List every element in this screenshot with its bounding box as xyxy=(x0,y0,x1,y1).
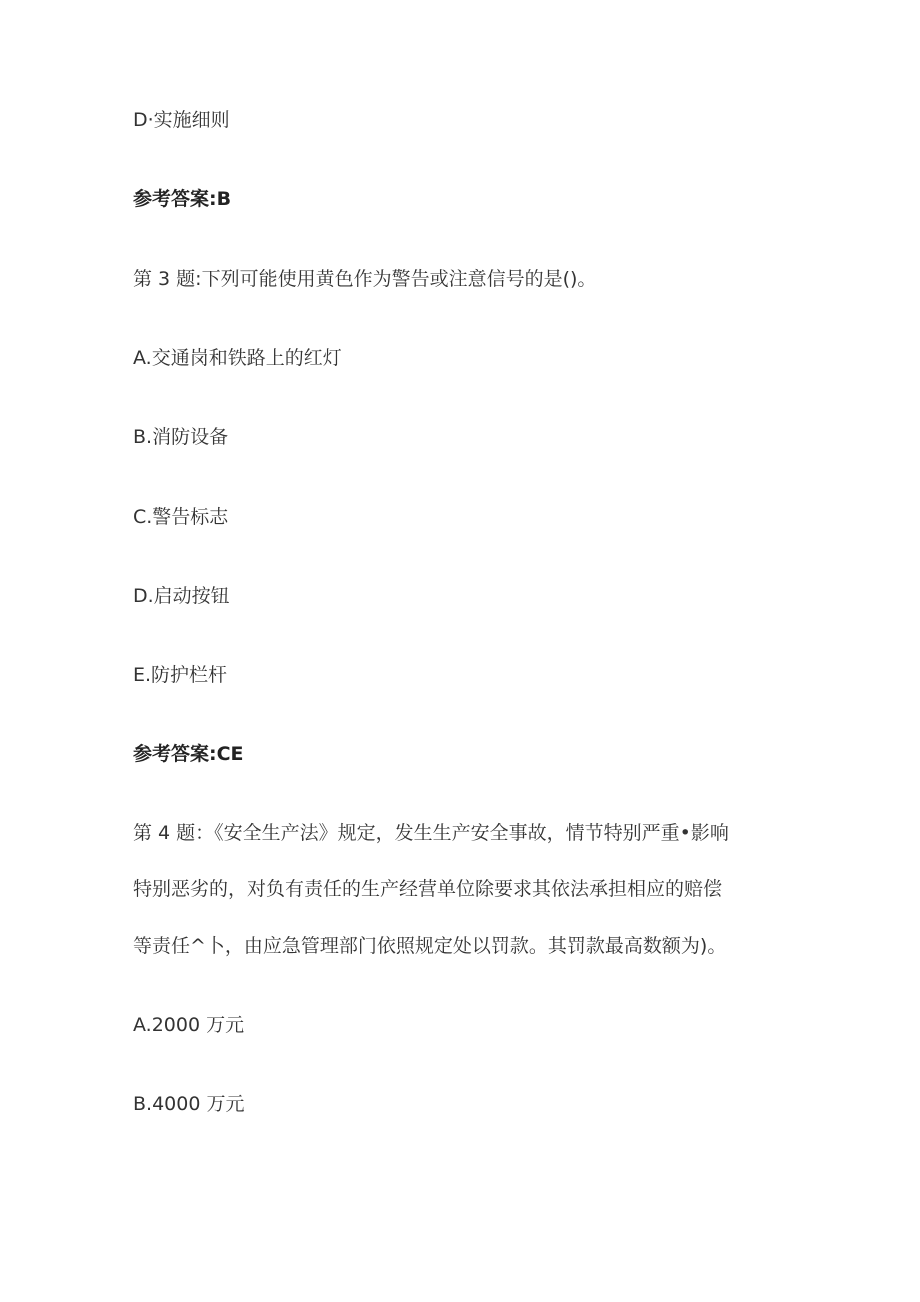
question-4-line-1: 第 4 题：《安全生产法》规定，发生生产安全事故，情节特别严重•影响 xyxy=(133,822,729,844)
question-3: 第 3 题:下列可能使用黄色作为警告或注意信号的是()。 xyxy=(133,268,597,290)
question-4-line-3: 等责任^卜，由应急管理部门依照规定处以罚款。其罚款最高数额为)。 xyxy=(133,935,727,957)
question-4-line-2: 特别恶劣的，对负有责任的生产经营单位除要求其依法承担相应的赔偿 xyxy=(133,878,723,900)
q3-option-c: C.警告标志 xyxy=(133,506,229,528)
answer-q2: 参考答案:B xyxy=(133,188,232,210)
q3-option-b: B.消防设备 xyxy=(133,426,229,448)
option-d-prev: D·实施细则 xyxy=(133,109,230,131)
q4-option-a: A.2000 万元 xyxy=(133,1014,245,1036)
answer-q3: 参考答案:CE xyxy=(133,743,244,765)
q3-option-e: E.防护栏杆 xyxy=(133,664,228,686)
q3-option-a: A.交通岗和铁路上的红灯 xyxy=(133,347,342,369)
q4-option-b: B.4000 万元 xyxy=(133,1093,245,1115)
q3-option-d: D.启动按钮 xyxy=(133,585,230,607)
